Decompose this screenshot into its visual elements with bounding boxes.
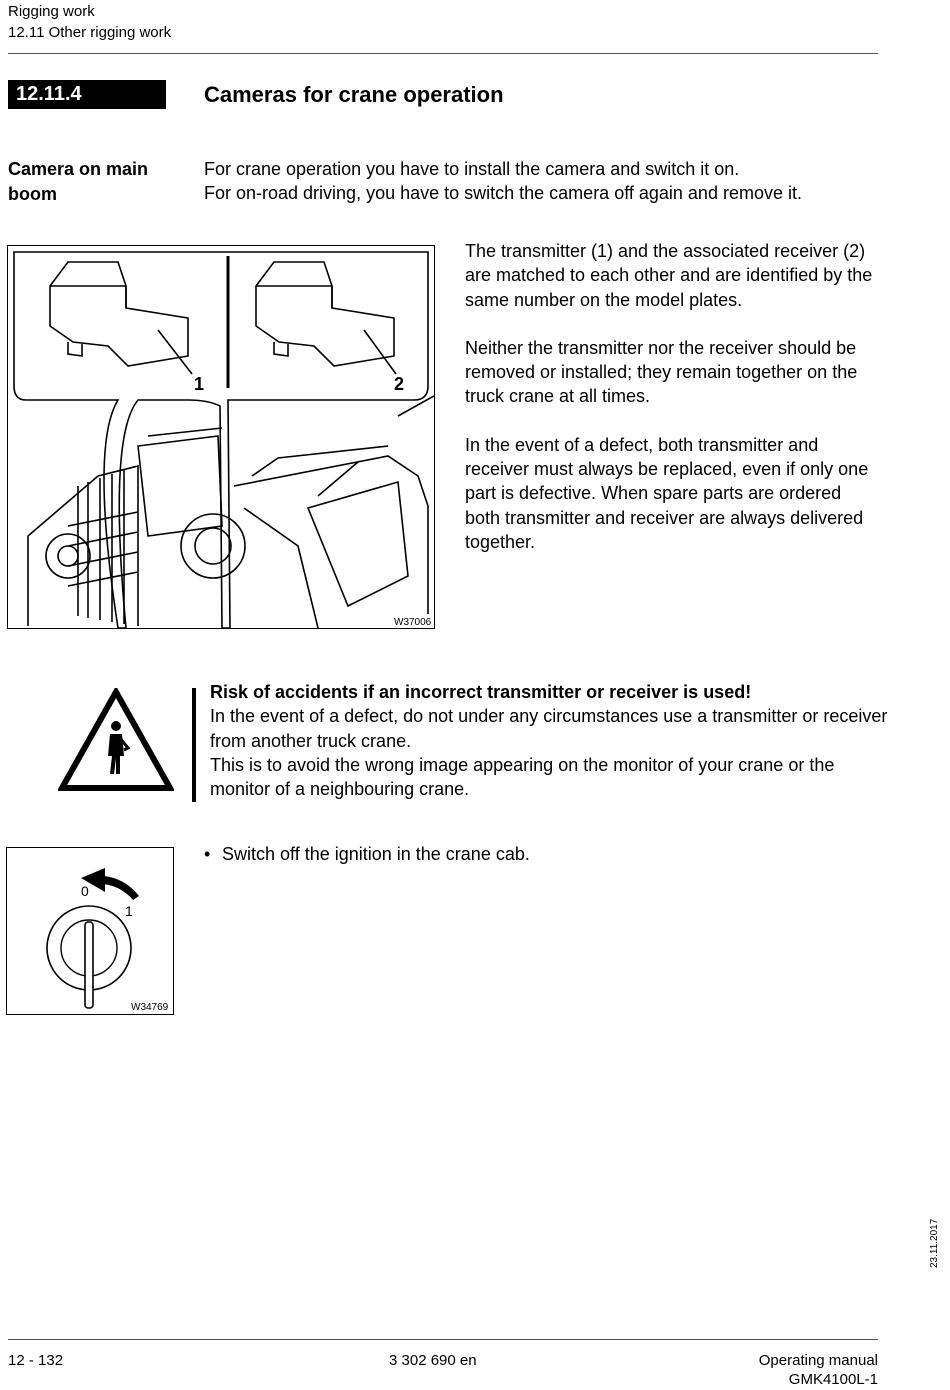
intro-text [204, 157, 894, 206]
ignition-key-icon [7, 848, 173, 1014]
camera-figure [7, 245, 435, 629]
description-paragraph-3: In the event of a defect, both transmitter and receiver must always be replaced, even if only one part is defective. When spare parts are ordered both transmitter and receiver are always delivered together. [465, 434, 869, 552]
description [465, 239, 880, 578]
side-heading: Camera on main boom [8, 159, 149, 204]
instruction-bullet: • [204, 844, 211, 864]
section-title: Cameras for crane operation [204, 82, 504, 107]
figure2-id: W34769 [131, 1002, 169, 1013]
camera-illustration [8, 246, 434, 628]
footer-model: GMK4100L-1 [788, 1371, 878, 1388]
description-paragraph-1: The transmitter (1) and the associated receiver (2) are matched to each other and are identified by the same number on the model plates. [465, 241, 873, 310]
section-number: 12.11.4 [8, 80, 166, 109]
intro-line-1: For crane operation you have to install the camera and switch it on. [204, 159, 740, 179]
ignition-figure [6, 847, 174, 1015]
intro-line-2: For on-road driving, you have to switch the camera off again and remove it. [204, 183, 802, 204]
warning-line-1: In the event of a defect, do not under any circumstances use a transmitter or receiver from another truck crane. [210, 706, 888, 751]
warning-bar [192, 688, 196, 802]
callout-2: 2 [394, 374, 405, 394]
warning-title: Risk of accidents if an incorrect transmitter or receiver is used! [210, 682, 752, 702]
warning-text [210, 680, 890, 801]
warning-line-2: This is to avoid the wrong image appearing on the monitor of your crane or the monitor of a neighbouring crane. [210, 754, 835, 800]
description-paragraph-2: Neither the transmitter nor the receiver should be removed or installed; they remain together on the truck crane at all times. [465, 337, 858, 407]
position-1: 1 [125, 903, 133, 919]
instruction-text: Switch off the ignition in the crane cab. [222, 844, 530, 864]
position-0: 0 [81, 883, 89, 899]
footer-rule [8, 1339, 878, 1340]
header-section: 12.11 Other rigging work [8, 24, 172, 41]
header-chapter: Rigging work [8, 3, 95, 20]
footer-manual: Operating manual [758, 1352, 878, 1369]
header-rule [8, 53, 878, 54]
footer-doc-number: 3 302 690 en [389, 1352, 477, 1369]
figure1-id: W37006 [394, 617, 432, 628]
callout-1: 1 [194, 374, 205, 394]
side-date: 23.11.2017 [929, 1218, 940, 1268]
warning-triangle-icon [58, 688, 174, 792]
footer-page: 12 - 132 [8, 1352, 64, 1369]
